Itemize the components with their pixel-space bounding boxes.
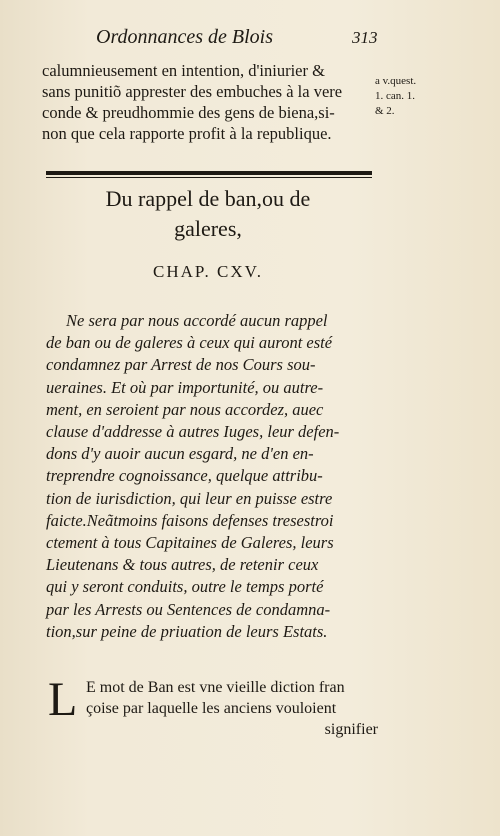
page-number: 313: [352, 28, 378, 47]
text-line: signifier: [324, 721, 378, 738]
text-line: E mot de Ban est vne vieille diction fran: [86, 679, 345, 696]
text-line: de ban ou de galeres à ceux qui auront esté: [46, 333, 333, 353]
text-line: dons d'y auoir aucun esgard, ne d'en en-: [46, 444, 314, 464]
text-line: ctement à tous Capitaines de Galeres, leurs: [46, 533, 334, 553]
title-line: galeres,: [174, 216, 242, 241]
text-line: çoise par laquelle les anciens vouloient: [86, 700, 337, 717]
text-line: treprendre cognoissance, quelque attribu-: [46, 466, 323, 486]
margin-note: a v.quest.: [375, 75, 417, 87]
drop-cap: L: [48, 673, 78, 726]
chapter-heading: CHAP. CXV.: [153, 262, 263, 281]
text-line: ment, en seroient par nous accordez, auec: [46, 399, 324, 419]
text-line: calumnieusement en intention, d'iniurier &: [42, 61, 325, 80]
section-title: [50, 184, 366, 244]
section-divider: [46, 171, 372, 175]
title-line: Du rappel de ban,ou de: [105, 186, 311, 211]
margin-note: & 2.: [375, 105, 395, 117]
text-line: sans punitiõ apprester des embuches à la vere: [42, 82, 343, 101]
text-line: Ne sera par nous accordé aucun rappel: [66, 311, 328, 330]
text-line: Lieutenans & tous autres, de retenir ceux: [46, 555, 319, 575]
closing-paragraph: [46, 673, 386, 740]
ordinance-text: [46, 310, 386, 643]
text-line: tion de iurisdiction, qui leur en puisse estre: [46, 488, 333, 508]
opening-text: [42, 60, 372, 144]
margin-note: 1. can. 1.: [375, 90, 416, 102]
text-line: tion,sur peine de priuation de leurs Estats.: [46, 621, 328, 641]
margin-notes: [375, 74, 445, 119]
text-line: conde & preudhommie des gens de biena,si-: [42, 103, 335, 122]
text-line: par les Arrests ou Sentences de condamna-: [46, 599, 331, 619]
page-header: [96, 26, 396, 50]
running-head: Ordonnances de Blois: [96, 26, 274, 48]
text-line: qui y seront conduits, outre le temps porté: [46, 577, 324, 597]
text-line: clause d'addresse à autres Iuges, leur defen-: [46, 422, 340, 442]
text-line: condamnez par Arrest de nos Cours sou-: [46, 355, 316, 375]
text-line: non que cela rapporte profit à la republique.: [42, 124, 332, 143]
text-line: ueraines. Et où par importunité, ou autre-: [46, 377, 324, 397]
text-line: faicte.Neãtmoins faisons defenses tresestroi: [46, 510, 334, 530]
